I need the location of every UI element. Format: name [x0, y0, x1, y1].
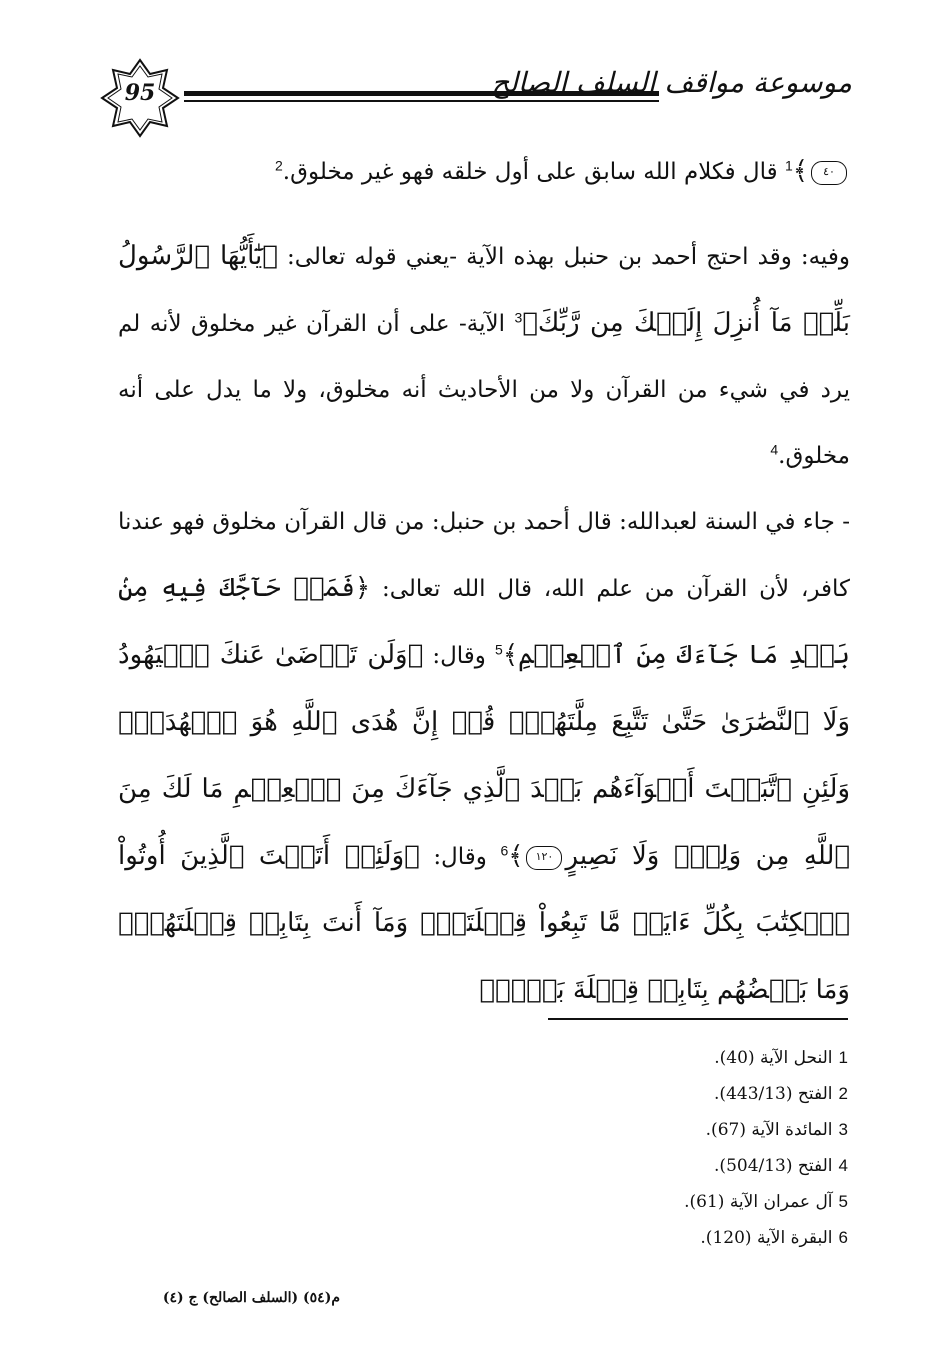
signature-mark: م(٥٤) (السلف الصالح) ج (٤): [162, 1290, 340, 1306]
page-header: [92, 58, 852, 138]
page-number-badge: [100, 58, 180, 138]
footnote-ref[interactable]: 3: [514, 309, 523, 326]
footnote-item: 1النحل الآية (40).: [714, 1048, 848, 1068]
quran-quote: ﴿يَٰٓأَيُّهَا ٱلرَّسُولُ بَلِّغۡ مَآ أُنزِلَ إِلَيۡكَ مِن رَّبِّكَ﴾: [118, 241, 850, 338]
paragraph-text: الآية- على أن القرآن غير مخلوق لأنه لم يرد في شيء من القرآن ولا من الأحاديث أنه مخلوق، ولا ما يدل على أنه مخلوق.: [118, 311, 850, 469]
footnote-ref[interactable]: 2: [275, 157, 283, 174]
quran-quote: ﴿وَلَئِنۡ أَتَيۡتَ ٱلَّذِينَ أُوتُواْ ٱلۡكِتَٰبَ بِكُلِّ ءَايَةٖ مَّا تَبِعُواْ قِبۡلَتَكَۚ وَمَآ أَنتَ بِتَابِعٖ قِبۡلَتَهُمۡۚ وَمَا بَعۡضُهُم بِتَابِعٖ قِبۡلَةَ بَعۡضٖۚ: [118, 841, 850, 1005]
paragraph-text: وفيه: وقد احتج أحمد بن حنبل بهذه الآية -يعني قوله تعالى:: [277, 244, 850, 270]
footnote-ref[interactable]: 4: [770, 441, 779, 458]
main-text: [118, 138, 850, 1024]
paragraph-text: قال فكلام الله سابق على أول خلقه فهو غير مخلوق.: [282, 159, 785, 185]
footnote-item: 3المائدة الآية (67).: [705, 1120, 848, 1140]
series-title: موسوعة مواقف السلف الصالح: [491, 66, 852, 99]
footnote-item: 2الفتح (443/13).: [714, 1084, 848, 1104]
footnote-item: 4الفتح (504/13).: [714, 1156, 848, 1176]
paragraph-3: - جاء في السنة لعبدالله: قال أحمد بن حنبل: من قال القرآن مخلوق فهو عندنا كافر، لأن القرآن من علم الله، قال الله تعالى: ﴿فَمَنۡ حَآجَّكَ فِيهِ مِنۢ بَعۡدِ مَا جَآءَكَ مِنَ ٱلۡعِلۡمِ﴾$^5$ وقال: ﴿وَلَن تَرۡضَىٰ عَنكَ ٱلۡيَهُودُ وَلَا ٱلنَّصَٰرَىٰ حَتَّىٰ تَتَّبِعَ مِلَّتَهُمۡۗ قُلۡ إِنَّ هُدَى ٱللَّهِ هُوَ ٱلۡهُدَىٰۗ وَلَئِنِ ٱتَّبَعۡتَ أَهۡوَآءَهُم بَعۡدَ ٱلَّذِي جَآءَكَ مِنَ ٱلۡعِلۡمِ مَا لَكَ مِنَ ٱللَّهِ مِن وَلِيّٖ وَلَا نَصِيرٍ١٢٠﴾$^6$ وقال: ﴿وَلَئِنۡ أَتَيۡتَ ٱلَّذِينَ أُوتُواْ ٱلۡكِتَٰبَ بِكُلِّ ءَايَةٖ مَّا تَبِعُواْ قِبۡلَتَكَۚ وَمَآ أَنتَ بِتَابِعٖ قِبۡلَتَهُمۡۚ وَمَا بَعۡضُهُم بِتَابِعٖ قِبۡلَةَ بَعۡضٖۚ: [118, 509, 851, 1005]
quran-quote: ﴿وَلَن تَرۡضَىٰ عَنكَ ٱلۡيَهُودُ وَلَا ٱلنَّصَٰرَىٰ حَتَّىٰ تَتَّبِعَ مِلَّتَهُمۡۗ قُلۡ إِنَّ هُدَى ٱللَّهِ هُوَ ٱلۡهُدَىٰۗ وَلَئِنِ ٱتَّبَعۡتَ أَهۡوَآءَهُم بَعۡدَ ٱلَّذِي جَآءَكَ مِنَ ٱلۡعِلۡمِ مَا لَكَ مِنَ ٱللَّهِ مِن وَلِيّٖ وَلَا نَصِيرٍ: [118, 640, 850, 871]
footnote-item: 5آل عمران الآية (61).: [684, 1192, 848, 1212]
ayah-number-mark: ٤٠: [811, 161, 847, 185]
footnote-item: 6البقرة الآية (120).: [700, 1228, 848, 1248]
footnote-separator: [548, 1018, 848, 1020]
paragraph-1: ٤٠﴾$^1$ قال فكلام الله سابق على أول خلقه فهو غير مخلوق.$^2$: [118, 138, 850, 205]
footnote-ref[interactable]: 5: [495, 641, 503, 658]
paragraph-text: - جاء في السنة لعبدالله: قال أحمد بن حنبل: من قال القرآن مخلوق فهو عندنا كافر، لأن القرآن من علم الله، قال الله تعالى:: [118, 509, 851, 602]
quran-quote: ﴿فَمَنۡ حَآجَّكَ فِيهِ مِنۢ بَعۡدِ مَا جَآءَكَ مِنَ ٱلۡعِلۡمِ﴾: [118, 573, 850, 670]
footnote-ref[interactable]: 1: [784, 157, 793, 174]
page-number: 95: [124, 80, 156, 106]
paragraph-text: وقال:: [419, 844, 501, 870]
header-rule-thin: [184, 100, 659, 102]
footnotes: [548, 1040, 848, 1256]
paragraph-text: وقال:: [423, 643, 496, 669]
ayah-number-mark: ١٢٠: [526, 846, 562, 870]
paragraph-2: [118, 223, 850, 489]
footnote-ref[interactable]: 6: [500, 842, 509, 859]
